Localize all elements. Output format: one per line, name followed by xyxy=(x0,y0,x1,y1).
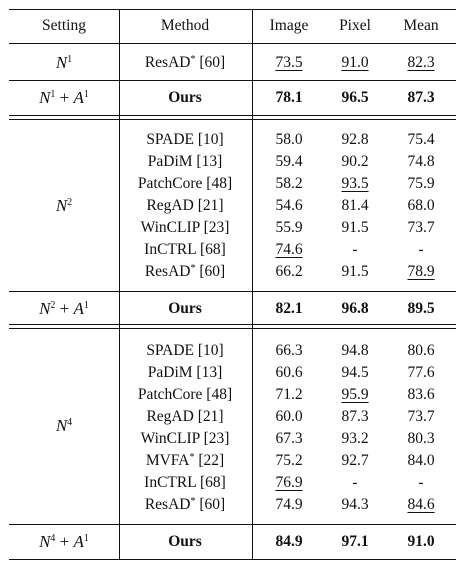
setting-sup: 2 xyxy=(67,197,73,208)
setting-base: N xyxy=(55,196,68,215)
ours-image-value: 84.9 xyxy=(275,533,303,550)
ours-mean-value: 87.3 xyxy=(407,89,435,106)
method-name xyxy=(146,452,224,470)
method-name xyxy=(144,241,226,259)
setting-sup: 1 xyxy=(83,533,89,544)
method-name xyxy=(145,263,225,281)
pixel-value: 91.5 xyxy=(341,219,369,236)
mean-value: 84.0 xyxy=(407,452,435,469)
pixel-value: 81.4 xyxy=(341,197,369,214)
method-label: RegAD [21] xyxy=(146,408,224,425)
setting-sup: 1 xyxy=(83,300,89,311)
mean-value: 78.9 xyxy=(407,263,435,280)
image-value: 58.0 xyxy=(275,131,303,148)
mean-value: 68.0 xyxy=(407,197,435,214)
setting-base: N xyxy=(39,88,51,107)
method-name xyxy=(146,408,223,426)
ours-image-value: 78.1 xyxy=(275,89,303,106)
ours-pixel-value: 97.1 xyxy=(341,533,369,550)
setting-base: A xyxy=(73,299,84,318)
pixel-value: 90.2 xyxy=(341,153,369,170)
mean-value: 80.3 xyxy=(407,430,435,447)
pixel-value: 91.5 xyxy=(341,263,369,280)
rule-line xyxy=(9,559,456,560)
pixel-value: 94.5 xyxy=(341,364,369,381)
header-image: Image xyxy=(269,17,309,34)
setting-base: N xyxy=(39,299,51,318)
setting-base: N xyxy=(55,53,68,72)
header-mean: Mean xyxy=(403,17,439,34)
column-divider xyxy=(119,9,120,559)
image-value: 74.6 xyxy=(275,241,303,258)
image-value: 66.2 xyxy=(275,263,303,280)
ours-mean-value: 91.0 xyxy=(407,533,435,550)
image-value: 76.9 xyxy=(275,474,303,491)
pixel-value: 87.3 xyxy=(341,408,369,425)
method-name xyxy=(141,219,230,237)
ours-setting-label xyxy=(39,300,89,318)
image-value: 59.4 xyxy=(275,153,303,170)
method-label: PaDiM [13] xyxy=(147,153,223,170)
mean-value: 83.6 xyxy=(407,386,435,403)
method-label: InCTRL [68] xyxy=(144,241,226,258)
method-label: ResAD xyxy=(144,54,191,71)
pixel-value: - xyxy=(352,474,358,491)
ours-setting-label xyxy=(39,533,89,551)
mean-value: 75.4 xyxy=(407,131,435,148)
plus-sign: + xyxy=(55,299,74,318)
pixel-value: 94.8 xyxy=(341,342,369,359)
mean-value: 74.8 xyxy=(407,153,435,170)
plus-sign: + xyxy=(55,88,74,107)
mean-value: 75.9 xyxy=(407,175,435,192)
method-name xyxy=(141,430,230,448)
setting-sup: 4 xyxy=(50,533,56,544)
ours-setting-label xyxy=(39,89,89,107)
method-name xyxy=(146,342,223,360)
setting-sup: 2 xyxy=(50,300,56,311)
image-value: 60.0 xyxy=(275,408,303,425)
method-ref: [60] xyxy=(195,496,226,513)
method-label: ResAD xyxy=(144,496,191,513)
header-setting: Setting xyxy=(42,17,86,34)
rule-line xyxy=(9,9,456,10)
method-name xyxy=(138,175,232,193)
star-mark: * xyxy=(190,263,196,274)
ours-method: Ours xyxy=(168,300,202,317)
method-label: MVFA xyxy=(145,452,190,469)
setting-label xyxy=(56,54,72,72)
method-label: RegAD [21] xyxy=(146,197,224,214)
rule-line xyxy=(9,324,456,325)
rule-line xyxy=(9,328,456,329)
image-value: 74.9 xyxy=(275,496,303,513)
method-label: InCTRL [68] xyxy=(144,474,226,491)
setting-base: A xyxy=(73,88,84,107)
method-name xyxy=(146,197,223,215)
method-name xyxy=(145,54,225,72)
setting-base: N xyxy=(55,416,68,435)
setting-label xyxy=(56,197,72,215)
rule-line xyxy=(9,524,456,525)
method-name xyxy=(144,474,226,492)
header-method: Method xyxy=(160,17,210,34)
ours-method: Ours xyxy=(168,89,202,106)
pixel-value: - xyxy=(352,241,358,258)
pixel-value: 93.2 xyxy=(341,430,369,447)
method-ref: [22] xyxy=(194,452,225,469)
method-label: PatchCore [48] xyxy=(137,175,233,192)
setting-sup: 1 xyxy=(50,89,56,100)
pixel-value: 94.3 xyxy=(341,496,369,513)
pixel-value: 92.8 xyxy=(341,131,369,148)
mean-value: 84.6 xyxy=(407,496,435,513)
ours-image-value: 82.1 xyxy=(275,300,303,317)
ours-method: Ours xyxy=(168,533,202,550)
image-value: 60.6 xyxy=(275,364,303,381)
image-value: 73.5 xyxy=(275,54,303,71)
star-mark: * xyxy=(189,452,195,463)
method-ref: [60] xyxy=(195,263,226,280)
rule-line xyxy=(9,80,456,81)
pixel-value: 93.5 xyxy=(341,175,369,192)
star-mark: * xyxy=(190,54,196,65)
rule-line xyxy=(9,115,456,116)
header-pixel: Pixel xyxy=(339,17,371,34)
method-label: ResAD xyxy=(144,263,191,280)
method-label: WinCLIP [23] xyxy=(140,219,230,236)
ours-pixel-value: 96.8 xyxy=(341,300,369,317)
setting-sup: 4 xyxy=(67,417,73,428)
rule-line xyxy=(9,119,456,120)
method-label: SPADE [10] xyxy=(146,131,224,148)
image-value: 55.9 xyxy=(275,219,303,236)
method-ref: [60] xyxy=(195,54,226,71)
mean-value: 77.6 xyxy=(407,364,435,381)
ours-mean-value: 89.5 xyxy=(407,300,435,317)
setting-base: A xyxy=(73,532,84,551)
star-mark: * xyxy=(190,496,196,507)
image-value: 58.2 xyxy=(275,175,303,192)
method-label: WinCLIP [23] xyxy=(140,430,230,447)
setting-label xyxy=(56,417,72,435)
setting-sup: 1 xyxy=(67,54,73,65)
method-name xyxy=(145,496,225,514)
mean-value: 73.7 xyxy=(407,219,435,236)
mean-value: 82.3 xyxy=(407,54,435,71)
setting-sup: 1 xyxy=(83,89,89,100)
method-name xyxy=(146,131,223,149)
setting-base: N xyxy=(39,532,51,551)
rule-line xyxy=(9,43,456,44)
plus-sign: + xyxy=(55,532,74,551)
method-name xyxy=(148,153,222,171)
mean-value: 73.7 xyxy=(407,408,435,425)
method-label: SPADE [10] xyxy=(146,342,224,359)
method-name xyxy=(138,386,232,404)
column-divider xyxy=(252,9,253,559)
pixel-value: 92.7 xyxy=(341,452,369,469)
pixel-value: 95.9 xyxy=(341,386,369,403)
method-name xyxy=(148,364,222,382)
pixel-value: 91.0 xyxy=(341,54,369,71)
image-value: 54.6 xyxy=(275,197,303,214)
image-value: 67.3 xyxy=(275,430,303,447)
ours-pixel-value: 96.5 xyxy=(341,89,369,106)
mean-value: 80.6 xyxy=(407,342,435,359)
image-value: 71.2 xyxy=(275,386,303,403)
image-value: 66.3 xyxy=(275,342,303,359)
image-value: 75.2 xyxy=(275,452,303,469)
mean-value: - xyxy=(418,241,424,258)
mean-value: - xyxy=(418,474,424,491)
method-label: PaDiM [13] xyxy=(147,364,223,381)
rule-line xyxy=(9,291,456,292)
method-label: PatchCore [48] xyxy=(137,386,233,403)
